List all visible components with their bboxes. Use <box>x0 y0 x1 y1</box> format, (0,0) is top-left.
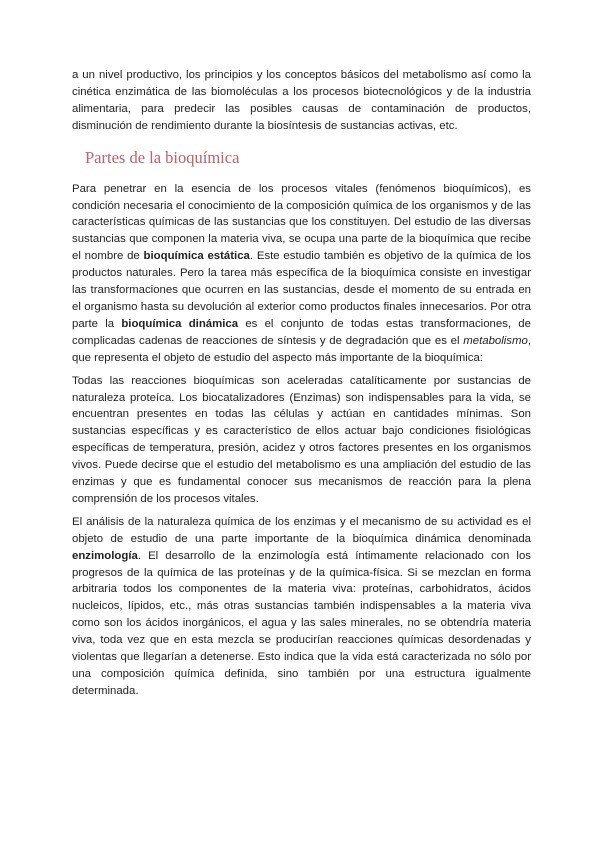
p3-text-b: . El desarrollo de la enzimología está íntimamente relacionado con los progresos de la química de las proteínas y de la química-física. Si se mezclan en forma arbitraria todos los componentes de la materia viva: proteínas, carbohidratos, ácidos nucleicos, lípidos, etc., más otras sustancias también indispensables a la materia viva como son los ácidos inorgánicos, el agua y las sales minerales, no se obtendría materia viva, toda vez que en esta mezcla se producirían reacciones químicas desordenadas y violentas que llegarían a detenerse. Esto indica que la vida está caracterizada no sólo por una composición química definida, sino también por una estructura igualmente determinada. <box>72 549 531 697</box>
paragraph-static-dynamic <box>72 181 531 367</box>
section-heading: Partes de la bioquímica <box>85 147 240 167</box>
document-page <box>72 67 531 706</box>
paragraph-enzymes: Todas las reacciones bioquímicas son aceleradas catalíticamente por sustancias de naturaleza proteíca. Los biocatalizadores (Enzimas) son indispensables para la vida, se encuentran presentes en todas las células y actúan en cantidades mínimas. Son sustancias específicas y es característico de ellos actuar bajo condiciones fisiológicas específicas de temperatura, presión, acidez y otros factores presentes en los organismos vivos. Puede decirse que el estudio del metabolismo es una ampliación del estudio de las enzimas y que es fundamental conocer sus mecanismos de reacción para la plena comprensión de los procesos vitales. <box>72 374 531 505</box>
term-bioquimica-estatica: bioquímica estática <box>143 250 250 263</box>
intro-paragraph: a un nivel productivo, los principios y los conceptos básicos del metabolismo así como la cinética enzimática de las biomoléculas a los procesos biotecnológicos y de la industria alimentaria, para predecir las posibles causas de contaminación de productos, disminución de rendimiento durante la biosíntesis de sustancias activas, etc. <box>72 69 531 132</box>
p3-text-a: El análisis de la naturaleza química de los enzimas y el mecanismo de su actividad es el objeto de estudio de una parte importante de la bioquímica dinámica denominada <box>72 515 531 545</box>
p1-text-d: , que representa el objeto de estudio del aspecto más importante de la bioquímica: <box>72 334 531 364</box>
paragraph-enzymology <box>72 514 531 700</box>
term-bioquimica-dinamica: bioquímica dinámica <box>121 317 239 330</box>
p1-text-b: . Este estudio también es objetivo de la química de los productos naturales. Pero la tarea más específica de la bioquímica consiste en investigar las transformaciones que ocurren en las sustancias, desde el momento de su entrada en el organismo hasta su devolución al exterior como productos finales innecesarios. Por otra parte la <box>72 250 531 330</box>
p1-text-a: Para penetrar en la esencia de los procesos vitales (fenómenos bioquímicos), es condición necesaria el conocimiento de la composición química de los organismos y de las características químicas de las sustancias que los constituyen. Del estudio de las diversas sustancias que componen la materia viva, se ocupa una parte de la bioquímica que recibe el nombre de <box>72 182 531 263</box>
term-metabolismo: metabolismo <box>463 334 528 347</box>
term-enzimologia: enzimología <box>72 549 138 562</box>
p1-text-c: es el conjunto de todas estas transformaciones, de complicadas cadenas de reacciones de síntesis y de degradación que es el <box>72 317 531 347</box>
